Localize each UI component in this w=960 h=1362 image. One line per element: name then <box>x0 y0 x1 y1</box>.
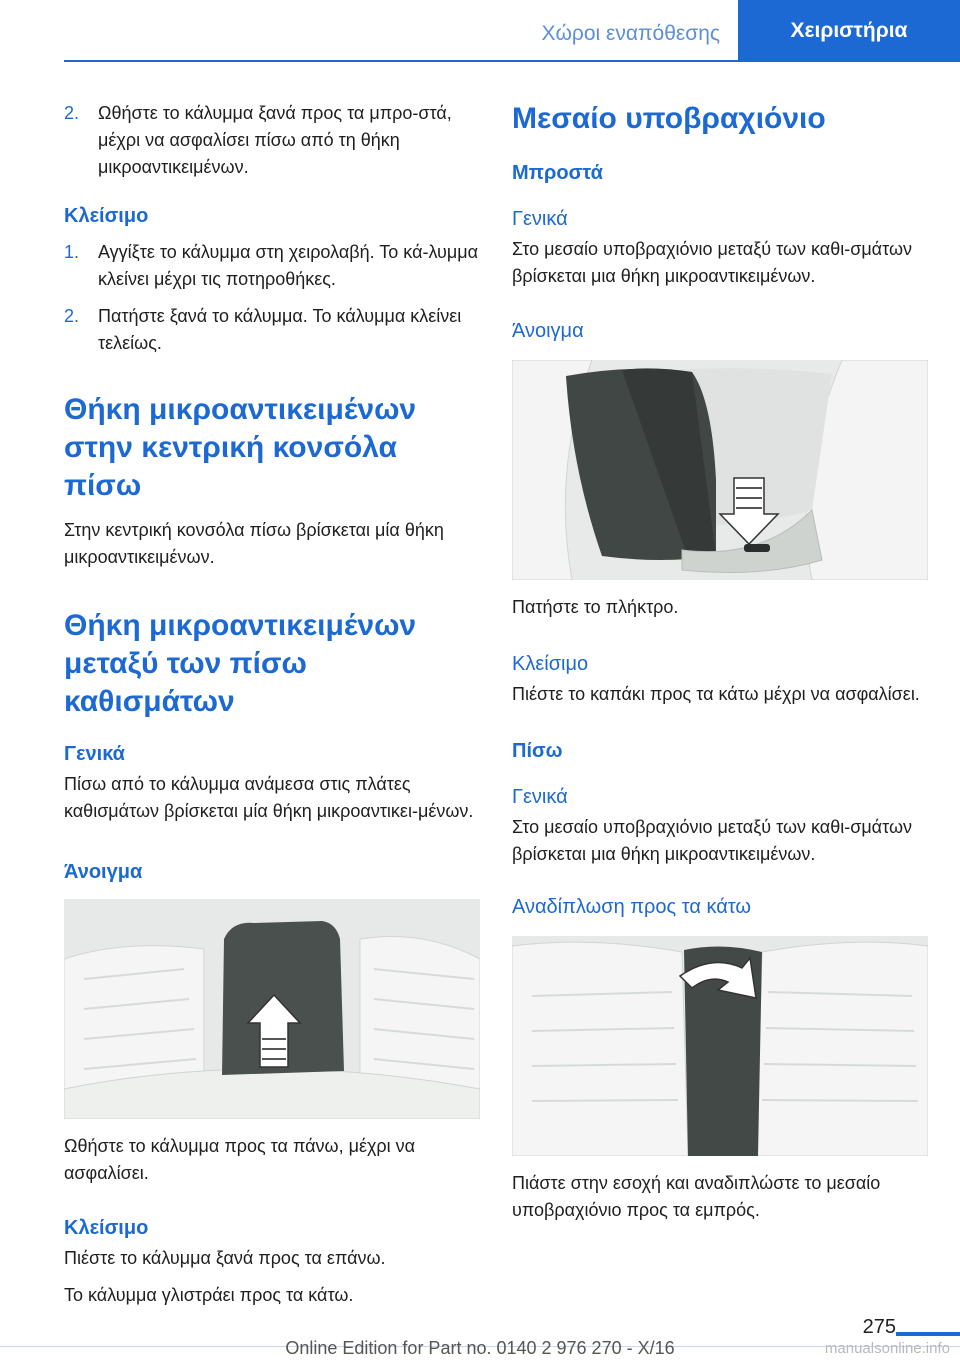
step-text: Ωθήστε το κάλυμμα ξανά προς τα μπρο‐στά, μέχρι να ασφαλίσει πίσω από τη θήκη μικροαντικειμένων. <box>98 103 452 177</box>
page-number-bar <box>896 1332 960 1336</box>
step-number: 1. <box>64 242 80 262</box>
front-heading: Μπροστά <box>512 162 603 184</box>
armrest-press-button-figure <box>512 360 928 580</box>
edition-text: Online Edition for Part no. 0140 2 976 270 - X/16 <box>285 1338 675 1358</box>
seat-cover-push-up-figure <box>64 899 480 1119</box>
closing2-text-1: Πιέστε το κάλυμμα ξανά προς τα επάνω. <box>64 1248 386 1268</box>
closing-step-2 <box>64 303 480 357</box>
general-heading: Γενικά <box>64 743 125 765</box>
step-text: Πατήστε ξανά το κάλυμμα. Το κάλυμμα κλείνει τελείως. <box>98 306 462 353</box>
release-button <box>744 544 770 552</box>
right-column <box>512 100 928 1224</box>
front-closing-heading: Κλείσιμο <box>512 653 589 675</box>
closing-step-1 <box>64 239 480 293</box>
front-closing-text: Πιέστε το καπάκι προς τα κάτω μέχρι να ασφαλίσει. <box>512 684 920 704</box>
page-number: 275 <box>862 1316 896 1338</box>
header-section-title[interactable]: Χώροι εναπόθεσης <box>541 22 720 45</box>
header-rule <box>64 60 960 62</box>
closing2-heading: Κλείσιμο <box>64 1217 149 1239</box>
step-number: 2. <box>64 306 80 326</box>
front-opening-heading: Άνοιγμα <box>512 320 584 342</box>
rear-fold-heading: Αναδίπλωση προς τα κάτω <box>512 896 752 918</box>
console-storage-title: Θήκη μικροαντικειμένων στην κεντρική κονσόλα πίσω <box>64 393 417 502</box>
rear-heading: Πίσω <box>512 740 563 762</box>
front-opening-caption: Πατήστε το πλήκτρο. <box>512 597 679 617</box>
closing2-text-2: Το κάλυμμα γλιστράει προς τα κάτω. <box>64 1285 354 1305</box>
console-storage-text: Στην κεντρική κονσόλα πίσω βρίσκεται μία θήκη μικροαντικειμένων. <box>64 520 444 567</box>
general-text: Πίσω από το κάλυμμα ανάμεσα στις πλάτες καθισμάτων βρίσκεται μία θήκη μικροαντικει‐μένων. <box>64 774 474 821</box>
opening-heading: Άνοιγμα <box>64 861 143 883</box>
page-header <box>0 0 960 62</box>
watermark-text: manualsonline.info <box>824 1340 950 1357</box>
seats-storage-title: Θήκη μικροαντικειμένων μεταξύ των πίσω καθισμάτων <box>64 609 417 718</box>
step-text: Αγγίξτε το κάλυμμα στη χειρολαβή. Το κά‐λυμμα κλείνει μέχρι τις ποτηροθήκες. <box>98 242 479 289</box>
left-column <box>64 100 480 1309</box>
rear-seat-storage-illustration <box>64 899 480 1119</box>
intro-step <box>64 100 480 181</box>
rear-armrest-illustration <box>512 936 928 1156</box>
rear-fold-caption: Πιάστε στην εσοχή και αναδιπλώστε το μεσαίο υποβραχιόνιο προς τα εμπρός. <box>512 1173 881 1220</box>
armrest-fold-down-figure <box>512 936 928 1156</box>
opening-caption: Ωθήστε το κάλυμμα προς τα πάνω, μέχρι να ασφαλίσει. <box>64 1136 416 1183</box>
front-general-text: Στο μεσαίο υποβραχιόνιο μεταξύ των καθι‐σμάτων βρίσκεται μια θήκη μικροαντικειμένων. <box>512 239 912 286</box>
rear-general-text: Στο μεσαίο υποβραχιόνιο μεταξύ των καθι‐σμάτων βρίσκεται μια θήκη μικροαντικειμένων. <box>512 817 912 864</box>
front-armrest-illustration <box>512 360 928 580</box>
front-general-heading: Γενικά <box>512 208 568 230</box>
closing-heading: Κλείσιμο <box>64 205 149 227</box>
armrest-title: Μεσαίο υποβραχιόνιο <box>512 102 826 135</box>
header-chapter-tab[interactable]: Χειριστήρια <box>738 0 960 62</box>
rear-general-heading: Γενικά <box>512 786 568 808</box>
step-number: 2. <box>64 103 80 123</box>
